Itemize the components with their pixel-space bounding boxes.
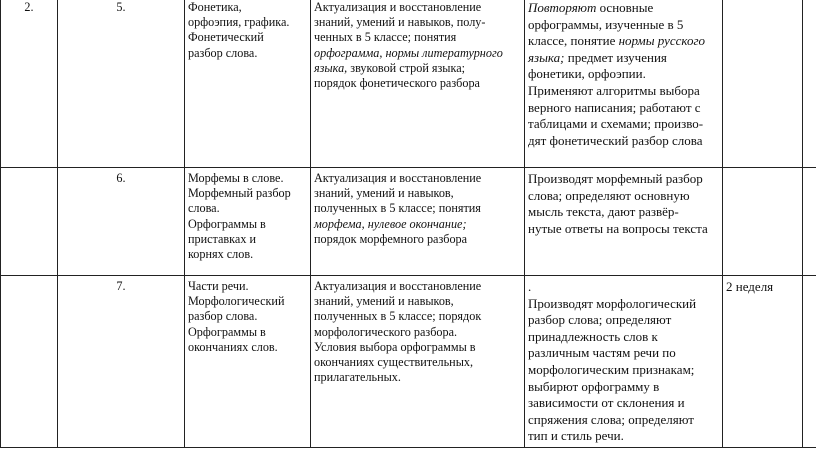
activity-text: Производят морфемный разбор bbox=[528, 171, 703, 186]
activity-line bbox=[528, 395, 719, 412]
section-number-cell: 2. bbox=[1, 0, 58, 168]
activity-text: Применяют алгоритмы выбора bbox=[528, 82, 700, 98]
content-line bbox=[314, 279, 521, 294]
content-line bbox=[314, 30, 521, 45]
topic-line: Морфемный разбор bbox=[188, 186, 291, 201]
activity-line bbox=[528, 133, 719, 150]
activity-line bbox=[528, 204, 719, 221]
content-text: полученных в 5 классе; понятия bbox=[314, 201, 481, 216]
content-line bbox=[314, 340, 521, 355]
activity-text: Производят морфологический bbox=[528, 295, 697, 311]
content-cell bbox=[311, 276, 525, 448]
content-line bbox=[314, 76, 521, 91]
content-line bbox=[314, 171, 521, 186]
content-cell bbox=[311, 168, 525, 276]
section-number-cell bbox=[1, 276, 58, 448]
content-text: Актуализация и восстановление bbox=[314, 171, 482, 185]
activity-text: . bbox=[528, 279, 532, 294]
activity-line bbox=[528, 188, 719, 205]
activity-text: зависимости от склонения и bbox=[528, 395, 685, 411]
activity-line bbox=[528, 66, 719, 83]
activity-text: предмет изучения bbox=[564, 49, 667, 65]
topic-line: Морфологический bbox=[188, 294, 285, 309]
time-cell bbox=[723, 0, 803, 168]
activity-text: нутые ответы на вопросы текста bbox=[528, 220, 708, 236]
activity-text: слова; определяют основную bbox=[528, 187, 690, 203]
activity-text: разбор слова; определяют bbox=[528, 312, 672, 328]
activity-text: мысль текста, дают развёр- bbox=[528, 204, 679, 220]
content-line bbox=[314, 232, 521, 247]
activity-line bbox=[528, 379, 719, 396]
activity-text: дят фонетический разбор слова bbox=[528, 132, 703, 148]
content-text: Актуализация и восстановление bbox=[314, 0, 482, 14]
activity-text: основные bbox=[596, 0, 654, 15]
activity-line bbox=[528, 279, 719, 296]
table-row bbox=[1, 276, 816, 448]
time-cell bbox=[723, 168, 803, 276]
content-text: языка, bbox=[314, 60, 348, 75]
topic-line: Фонетика, bbox=[188, 0, 242, 14]
content-text: Актуализация и восстановление bbox=[314, 279, 482, 293]
extra-cell bbox=[803, 0, 816, 168]
content-text: полученных в 5 классе; порядок bbox=[314, 309, 482, 324]
topic-line: разбор слова. bbox=[188, 309, 258, 324]
content-line bbox=[314, 325, 521, 340]
content-line bbox=[314, 15, 521, 30]
content-text: звуковой строй языка; bbox=[347, 60, 466, 75]
activity-line bbox=[528, 412, 719, 429]
activity-text: спряжения слова; определяют bbox=[528, 411, 694, 427]
topic-line: Части речи. bbox=[188, 279, 249, 293]
activity-line bbox=[528, 221, 719, 238]
content-line bbox=[314, 46, 521, 61]
content-line bbox=[314, 309, 521, 324]
activity-line bbox=[528, 171, 719, 188]
activity-text: орфограммы, изученные в 5 bbox=[528, 16, 684, 32]
extra-cell bbox=[803, 168, 816, 276]
activity-cell bbox=[525, 276, 723, 448]
content-line bbox=[314, 61, 521, 76]
activity-line bbox=[528, 428, 719, 445]
topic-cell bbox=[185, 0, 311, 168]
content-text: прилагательных. bbox=[314, 370, 401, 385]
content-line bbox=[314, 186, 521, 201]
activity-text: принадлежность слов к bbox=[528, 328, 658, 344]
content-line bbox=[314, 370, 521, 385]
activity-text: нормы русского bbox=[618, 33, 706, 49]
content-text: знаний, умений и навыков, полу- bbox=[314, 15, 486, 30]
lesson-number-cell: 5. bbox=[58, 0, 185, 168]
content-text: окончаниях существительных, bbox=[314, 355, 474, 370]
activity-line bbox=[528, 116, 719, 133]
content-text: морфологического разбора. bbox=[314, 324, 458, 339]
time-cell: 2 неделя bbox=[723, 276, 803, 448]
activity-line bbox=[528, 100, 719, 117]
section-number-cell bbox=[1, 168, 58, 276]
content-text: орфограмма, нормы литературного bbox=[314, 45, 503, 60]
activity-cell bbox=[525, 0, 723, 168]
topic-line: Орфограммы в bbox=[188, 324, 266, 339]
content-text: порядок фонетического разбора bbox=[314, 76, 480, 91]
topic-line: приставках и bbox=[188, 231, 256, 246]
content-text: порядок морфемного разбора bbox=[314, 231, 468, 246]
activity-line bbox=[528, 50, 719, 67]
activity-line bbox=[528, 296, 719, 313]
activity-line bbox=[528, 17, 719, 34]
content-line bbox=[314, 355, 521, 370]
content-line bbox=[314, 0, 521, 15]
topic-line: Орфограммы в bbox=[188, 216, 266, 231]
activity-text: языка; bbox=[528, 49, 565, 65]
activity-line bbox=[528, 312, 719, 329]
lesson-number-cell: 6. bbox=[58, 168, 185, 276]
extra-cell bbox=[803, 276, 816, 448]
table-row bbox=[1, 0, 816, 168]
content-line bbox=[314, 217, 521, 232]
activity-cell bbox=[525, 168, 723, 276]
content-line bbox=[314, 201, 521, 216]
content-line bbox=[314, 294, 521, 309]
table-row bbox=[1, 168, 816, 276]
topic-line: разбор слова. bbox=[188, 45, 258, 60]
topic-line: Фонетический bbox=[188, 30, 264, 45]
activity-line bbox=[528, 33, 719, 50]
activity-line bbox=[528, 0, 719, 17]
content-text: знаний, умений и навыков, bbox=[314, 186, 454, 201]
activity-line bbox=[528, 362, 719, 379]
activity-text: фонетики, орфоэпии. bbox=[528, 66, 646, 82]
activity-text: верного написания; работают с bbox=[528, 99, 701, 115]
topic-cell bbox=[185, 276, 311, 448]
content-text: ченных в 5 классе; понятия bbox=[314, 30, 457, 45]
activity-line bbox=[528, 345, 719, 362]
activity-text: различным частям речи по bbox=[528, 345, 676, 361]
content-text: Условия выбора орфограммы в bbox=[314, 339, 476, 354]
topic-cell bbox=[185, 168, 311, 276]
content-text: морфема, нулевое окончание; bbox=[314, 216, 467, 231]
topic-line: окончаниях слов. bbox=[188, 339, 278, 354]
topic-line: орфоэпия, графика. bbox=[188, 15, 290, 30]
lesson-number-cell: 7. bbox=[58, 276, 185, 448]
topic-line: Морфемы в слове. bbox=[188, 171, 284, 185]
activity-text: таблицами и схемами; произво- bbox=[528, 116, 704, 132]
activity-text: выбирют орфограмму в bbox=[528, 378, 660, 394]
activity-text: Повторяют bbox=[528, 0, 597, 15]
activity-text: классе, понятие bbox=[528, 33, 619, 49]
activity-line bbox=[528, 83, 719, 100]
topic-line: корнях слов. bbox=[188, 247, 254, 262]
activity-line bbox=[528, 329, 719, 346]
content-cell bbox=[311, 0, 525, 168]
topic-line: слова. bbox=[188, 201, 220, 216]
content-text: знаний, умений и навыков, bbox=[314, 294, 454, 309]
activity-text: морфологическим признакам; bbox=[528, 361, 695, 377]
activity-text: тип и стиль речи. bbox=[528, 428, 624, 444]
